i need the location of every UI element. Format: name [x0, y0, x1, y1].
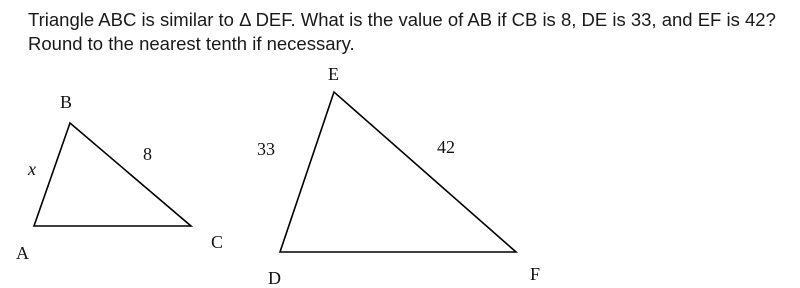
vertex-label-b: B	[60, 92, 73, 112]
side-label-bc: 8	[143, 144, 152, 164]
vertex-label-a: A	[16, 243, 29, 263]
question-text: Triangle ABC is similar to Δ DEF. What is the value of AB if CB is 8, DE is 33, and EF is 42? Round to the nearest tenth if necessary.	[28, 9, 776, 54]
triangle-abc	[16, 92, 223, 263]
triangle-abc-outline	[34, 123, 191, 226]
vertex-label-f: F	[530, 264, 541, 284]
vertex-label-e: E	[328, 64, 339, 84]
vertex-label-c: C	[211, 232, 224, 252]
triangle-def	[257, 64, 540, 288]
vertex-label-d: D	[268, 268, 281, 288]
side-label-ab: x	[28, 159, 36, 179]
triangle-def-outline	[280, 92, 516, 252]
side-label-ef: 42	[437, 137, 455, 157]
side-label-de: 33	[257, 139, 275, 159]
